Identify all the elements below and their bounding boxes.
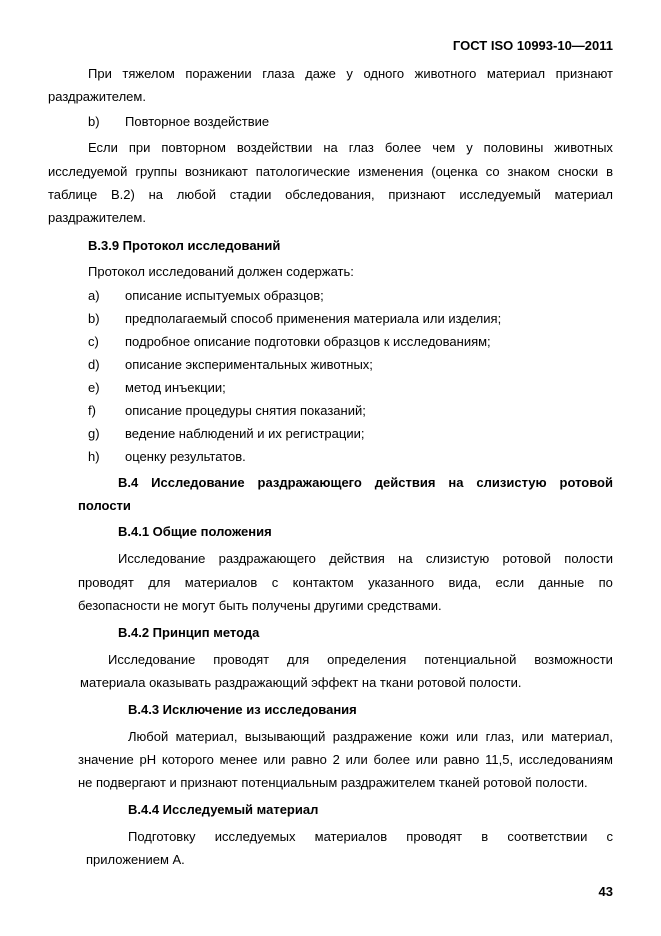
list-item-text: ведение наблюдений и их регистрации; [125,426,365,441]
word: действия [374,475,436,490]
word: чем [432,140,456,155]
paragraph-line: безопасности не могут быть получены другими средствами. [78,598,442,613]
word: у [346,66,353,81]
word: возможности [534,652,613,667]
paragraph-line: раздражителем. [48,89,146,104]
word: при [128,140,151,155]
word: для [148,575,171,590]
word: на [448,475,464,490]
word: контактом [292,575,354,590]
list-item-letter: c) [88,334,99,349]
word: или [415,752,438,767]
word: материалов [184,575,258,590]
word: ротовой [502,551,552,566]
word: менее [219,752,258,767]
word: по [598,575,613,590]
word: слизистую [425,551,490,566]
word: исследуемый [459,187,541,202]
word: Исследование [118,551,206,566]
word: указанного [368,575,435,590]
word: кожи [419,729,449,744]
word: в [481,829,489,844]
word: на [148,187,164,202]
word: 11,5, [485,752,514,767]
paragraph-line: не подвергают и признают потенциальным раздражителем тканей ротовой полости. [78,775,588,790]
word: значение [78,752,134,767]
word: или [345,752,368,767]
word: изменения [358,164,424,179]
word: животных [554,140,613,155]
word: равно [291,752,327,767]
word: материал, [175,729,238,744]
word: Подготовку [128,829,196,844]
word: 2 [332,752,340,767]
word: более [373,752,410,767]
word: признают [388,187,446,202]
word: вызывающий [244,729,326,744]
section-heading: В.4.2 Принцип метода [118,625,260,640]
word: группы [135,164,178,179]
paragraph-line [118,551,613,566]
word: если [495,575,525,590]
word: полости [564,551,613,566]
word: Если [88,140,118,155]
list-item-text: описание процедуры снятия показаний; [125,403,366,418]
word: у [466,140,473,155]
paragraph-line [48,164,613,179]
word: исследуемой [48,164,128,179]
word: глаз [348,140,374,155]
word: соответствии [507,829,588,844]
word: возникают [184,164,248,179]
word: материал [554,187,613,202]
word: для [287,652,310,667]
list-item-text: метод инъекции; [125,380,226,395]
word: Исследование [151,475,245,490]
word: повторном [161,140,226,155]
word: Любой [128,729,169,744]
list-item-letter: d) [88,357,100,372]
word: со [485,164,500,179]
list-item-letter: a) [88,288,100,303]
word: Исследование [108,652,196,667]
section-heading: полости [78,498,131,513]
word: В.2) [111,187,135,202]
paragraph-line: приложением А. [86,852,185,867]
word: слизистую [476,475,547,490]
word: знаком [507,164,550,179]
word: обследования, [285,187,375,202]
page-number: 43 [598,884,613,899]
word: ротовой [559,475,613,490]
list-intro: Протокол исследований должен содержать: [88,264,354,279]
word: в [606,164,613,179]
word: которого [161,752,214,767]
word: материал [486,66,546,81]
paragraph-line: раздражителем. [48,210,146,225]
word: таблице [48,187,98,202]
word: половины [483,140,544,155]
word: признают [555,66,613,81]
list-item-letter: b) [88,114,100,129]
word: исследованиям [518,752,613,767]
word: стадии [229,187,272,202]
word: воздействии [236,140,313,155]
word: глаз, [485,729,515,744]
paragraph-line [108,652,613,667]
paragraph-line [78,752,613,767]
word: любой [176,187,217,202]
word: на [398,551,413,566]
word: глаза [262,66,295,81]
word: материалов [314,829,388,844]
section-heading: В.4.3 Исключение из исследования [128,702,357,717]
paragraph-line [48,187,613,202]
word: более [384,140,422,155]
word: потенциальной [424,652,517,667]
paragraph-line [128,829,613,844]
word: тяжелом [122,66,175,81]
word: одного [363,66,405,81]
word: на [323,140,338,155]
list-item-text: подробное описание подготовки образцов к исследованиям; [125,334,491,349]
word: определения [327,652,407,667]
word: В.4 [118,475,139,490]
list-item-letter: g) [88,426,100,441]
list-item-text: описание экспериментальных животных; [125,357,373,372]
section-heading [118,475,613,490]
section-heading: В.3.9 Протокол исследований [88,238,281,253]
word: данные [538,575,585,590]
list-item-letter: h) [88,449,100,464]
word: действия [329,551,385,566]
word: (оценка [431,164,478,179]
word: вида, [448,575,482,590]
word: исследуемых [214,829,296,844]
word: патологические [255,164,351,179]
word: проводят [78,575,134,590]
paragraph-line [88,140,613,155]
paragraph-line [88,66,613,81]
word: с [271,575,279,590]
paragraph-line: материала оказывать раздражающий эффект на ткани ротовой полости. [80,675,522,690]
list-item-letter: e) [88,380,100,395]
list-item-letter: f) [88,403,96,418]
list-item-text: предполагаемый способ применения материала или изделия; [125,311,502,326]
list-item-text: Повторное воздействие [125,114,270,129]
section-heading: В.4.4 Исследуемый материал [128,802,319,817]
section-heading: В.4.1 Общие положения [118,524,272,539]
word: проводят [406,829,463,844]
word: или [521,729,544,744]
word: раздражающего [257,475,362,490]
word: с [606,829,613,844]
list-item-letter: b) [88,311,100,326]
word: При [88,66,112,81]
list-item-text: описание испытуемых образцов; [125,288,324,303]
word: даже [305,66,336,81]
word: pH [139,752,157,767]
word: поражении [185,66,252,81]
word: проводят [213,652,270,667]
list-item-text: оценку результатов. [125,449,246,464]
word: или [263,752,286,767]
word: материал, [551,729,613,744]
word: раздражающего [218,551,316,566]
word: сноски [557,164,599,179]
word: или [456,729,479,744]
word: равно [443,752,480,767]
paragraph-line [128,729,613,744]
document-header: ГОСТ ISO 10993-10—2011 [452,38,613,53]
word: животного [414,66,477,81]
paragraph-line [78,575,613,590]
word: раздражение [332,729,413,744]
